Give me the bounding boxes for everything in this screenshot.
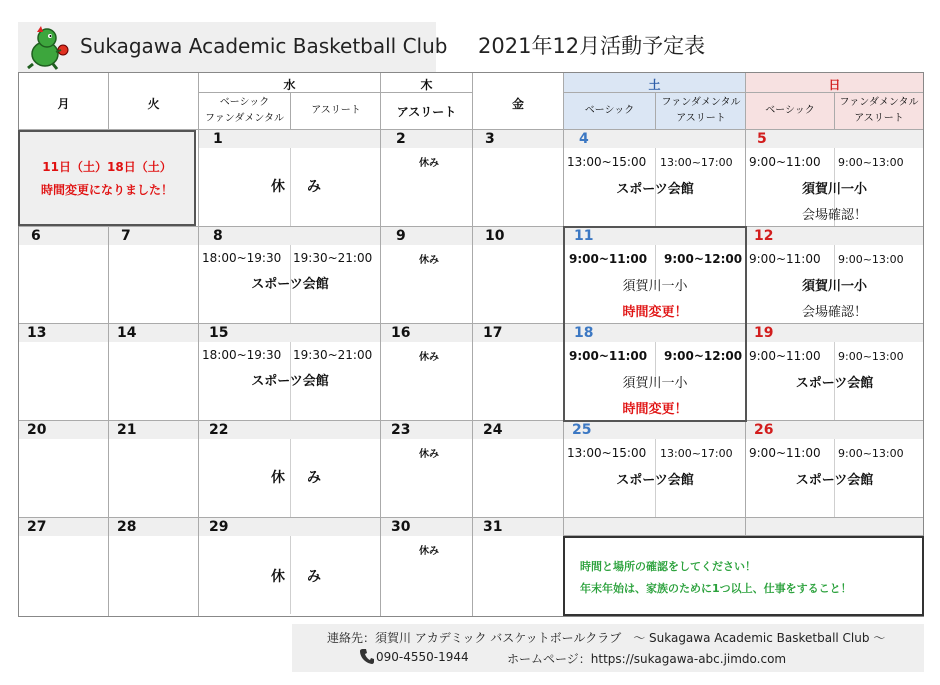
year-end-notice: 時間と場所の確認をしてください！ 年末年始は、家族のために1つ以上、仕事をすること！ [563,536,924,616]
header-sat: 土 ベーシック ファンダメンタル アスリート [564,73,746,130]
day-28: 28 [109,518,199,616]
schedule-title: 2021年12月活動予定表 [478,34,706,58]
header-thu: 木 アスリート [381,73,473,130]
contact-footer [292,624,924,672]
day-9: 9 休み [381,227,473,324]
day-27: 27 [19,518,109,616]
wed-athlete-label: アスリート [311,105,361,116]
sat-basic-label: ベーシック [584,105,635,116]
header-fri: 金 [473,73,564,130]
day-1: 1 休 み [199,130,381,227]
day-16: 16 休み [381,324,473,421]
day-15: 15 18:00~19:30 19:30~21:00 スポーツ会館 [199,324,381,421]
day-19: 19 9:00~11:00 9:00~13:00 スポーツ会館 [746,324,923,421]
day-12: 12 9:00~11:00 9:00~13:00 須賀川一小 会場確認！ [746,227,923,324]
day-8: 8 18:00~19:30 19:30~21:00 スポーツ会館 [199,227,381,324]
club-name: Sukagawa Academic Basketball Club [80,34,448,58]
day-17: 17 [473,324,564,421]
contact-line: 連絡先：須賀川 アカデミック バスケットボールクラブ ～ Sukagawa Academic Basketball Club ～ [327,631,886,645]
phone-icon [360,648,374,664]
header-sun: 日 ベーシック ファンダメンタル アスリート [746,73,923,130]
header-mon: 月 [19,73,109,130]
day-21: 21 [109,421,199,518]
day-26: 26 9:00~11:00 9:00~13:00 スポーツ会館 [746,421,923,518]
day-25: 25 13:00~15:00 13:00~17:00 スポーツ会館 [564,421,746,518]
day-20: 20 [19,421,109,518]
dragon-mascot-logo [23,24,71,70]
day-2: 2 休み [381,130,473,227]
header-wed: 水 ベーシック ファンダメンタル アスリート [199,73,381,130]
day-10: 10 [473,227,564,324]
phone-number[interactable]: 090-4550-1944 [376,650,469,664]
day-31: 31 [473,518,564,616]
day-7: 7 [109,227,199,324]
day-5: 5 9:00~11:00 9:00~13:00 須賀川一小 会場確認！ [746,130,923,227]
day-11: 11 9:00~11:00 9:00~12:00 須賀川一小 時間変更！ [564,227,746,324]
wed-basic-label: ベーシック ファンダメンタル [205,97,284,124]
empty-sat-header [564,518,746,536]
sat-funda-label: ファンダメンタル アスリート [661,97,741,124]
day-18: 18 9:00~11:00 9:00~12:00 須賀川一小 時間変更！ [564,324,746,421]
changed-saturdays-highlight [563,226,747,422]
day-30: 30 休み [381,518,473,616]
sun-basic-label: ベーシック [765,105,815,116]
day-22: 22 休 み [199,421,381,518]
empty-sun-header [746,518,923,536]
title-bar [18,22,448,72]
sun-funda-label: ファンダメンタル アスリート [839,97,919,124]
thu-athlete-label: アスリート [396,105,457,119]
day-24: 24 [473,421,564,518]
day-29: 29 休 み [199,518,381,616]
day-13: 13 [19,324,109,421]
day-23: 23 休み [381,421,473,518]
day-14: 14 [109,324,199,421]
header-tue: 火 [109,73,199,130]
schedule-change-notice: 11日（土）18日（土） 時間変更になりました！ [18,130,196,226]
day-6: 6 [19,227,109,324]
day-4: 4 13:00~15:00 13:00~17:00 スポーツ会館 [564,130,746,227]
homepage-link[interactable]: ホームページ：https://sukagawa-abc.jimdo.com [507,652,787,666]
day-3: 3 [473,130,564,227]
